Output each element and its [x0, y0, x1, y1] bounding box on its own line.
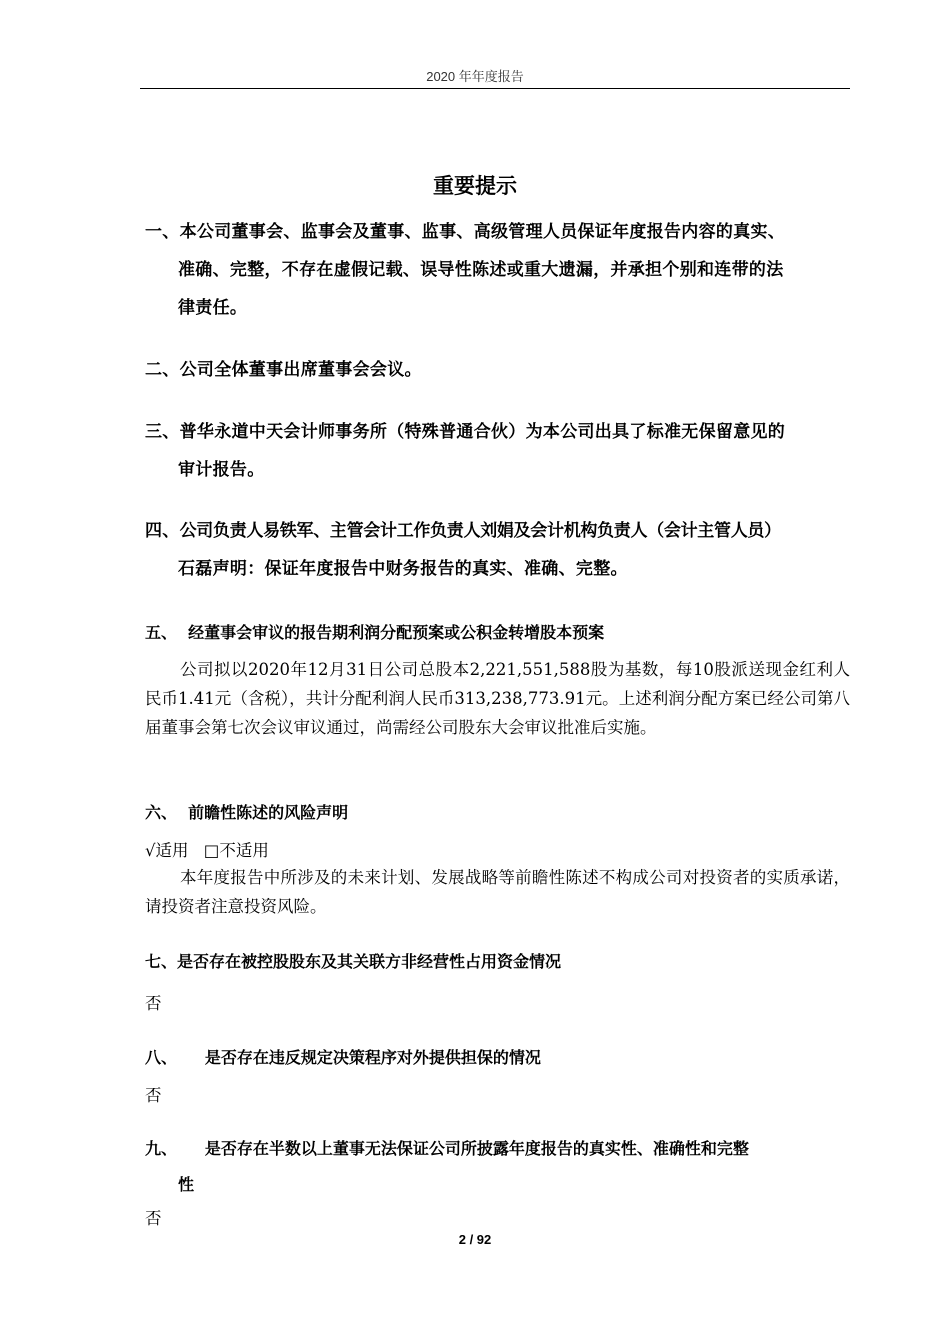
section-5-body: 公司拟以2020年12月31日公司总股本2,221,551,588股为基数，每10股派送现金红利人民币1.41元（含税），共计分配利润人民币313,238,773.91元。上述利润分配方案已经公司第八届董事会第七次会议审议通过，尚需经公司股东大会审议批准后实施。	[145, 660, 850, 737]
page-number: 2 / 92	[458, 1232, 492, 1247]
running-header: 2020 年年度报告	[426, 69, 524, 84]
section-7-number: 七、	[145, 952, 178, 971]
section-2	[145, 351, 855, 389]
applicable-checkbox: √适用	[145, 841, 189, 860]
applicability-options	[145, 837, 279, 861]
header-divider	[140, 88, 850, 89]
section-1-number: 一、	[145, 222, 180, 242]
section-2-number: 二、	[145, 360, 180, 380]
section-2-line-1: 公司全体董事出席董事会会议。	[179, 360, 422, 380]
section-5-title: 经董事会审议的报告期利润分配预案或公积金转增股本预案	[188, 623, 605, 642]
section-1	[145, 213, 855, 327]
section-4-line-1: 公司负责人易铁军、主管会计工作负责人刘娟及会计机构负责人（会计主管人员）	[179, 521, 781, 541]
section-3-number: 三、	[145, 422, 180, 442]
section-5-heading	[145, 620, 855, 643]
section-4	[145, 512, 855, 588]
section-6-body: 本年度报告中所涉及的未来计划、发展战略等前瞻性陈述不构成公司对投资者的实质承诺，请投资者注意投资风险。	[145, 868, 850, 916]
section-4-line-2: 石磊声明：保证年度报告中财务报告的真实、准确、完整。	[178, 559, 628, 579]
section-1-line-3: 律责任。	[178, 298, 248, 318]
section-6-number: 六、	[145, 803, 178, 822]
section-7-title: 是否存在被控股股东及其关联方非经营性占用资金情况	[177, 952, 562, 971]
section-9-number: 九、	[145, 1139, 178, 1158]
page-title: 重要提示	[433, 174, 517, 198]
section-4-number: 四、	[145, 521, 180, 541]
section-8-answer: 否	[145, 1086, 162, 1105]
section-8-title: 是否存在违反规定决策程序对外提供担保的情况	[204, 1048, 541, 1067]
section-1-line-2: 准确、完整，不存在虚假记载、误导性陈述或重大遗漏，并承担个别和连带的法	[178, 260, 784, 280]
section-3-line-2: 审计报告。	[178, 460, 265, 480]
section-8-number: 八、	[145, 1048, 178, 1067]
section-5-number: 五、	[145, 623, 178, 642]
section-6-heading	[145, 800, 855, 823]
section-1-line-1: 本公司董事会、监事会及董事、监事、高级管理人员保证年度报告内容的真实、	[179, 222, 786, 242]
section-6-title: 前瞻性陈述的风险声明	[188, 803, 349, 822]
section-9-title-line-1: 是否存在半数以上董事无法保证公司所披露年度报告的真实性、准确性和完整	[204, 1139, 749, 1158]
section-8-heading	[145, 1045, 855, 1068]
section-3	[145, 413, 855, 489]
section-9-answer: 否	[145, 1209, 162, 1228]
section-3-line-1: 普华永道中天会计师事务所（特殊普通合伙）为本公司出具了标准无保留意见的	[179, 422, 786, 442]
section-7-heading	[145, 949, 855, 972]
not-applicable-checkbox: □不适用	[203, 841, 269, 860]
section-7-answer: 否	[145, 994, 162, 1013]
section-9-title-line-2: 性	[178, 1175, 195, 1194]
section-9-heading	[145, 1131, 855, 1203]
